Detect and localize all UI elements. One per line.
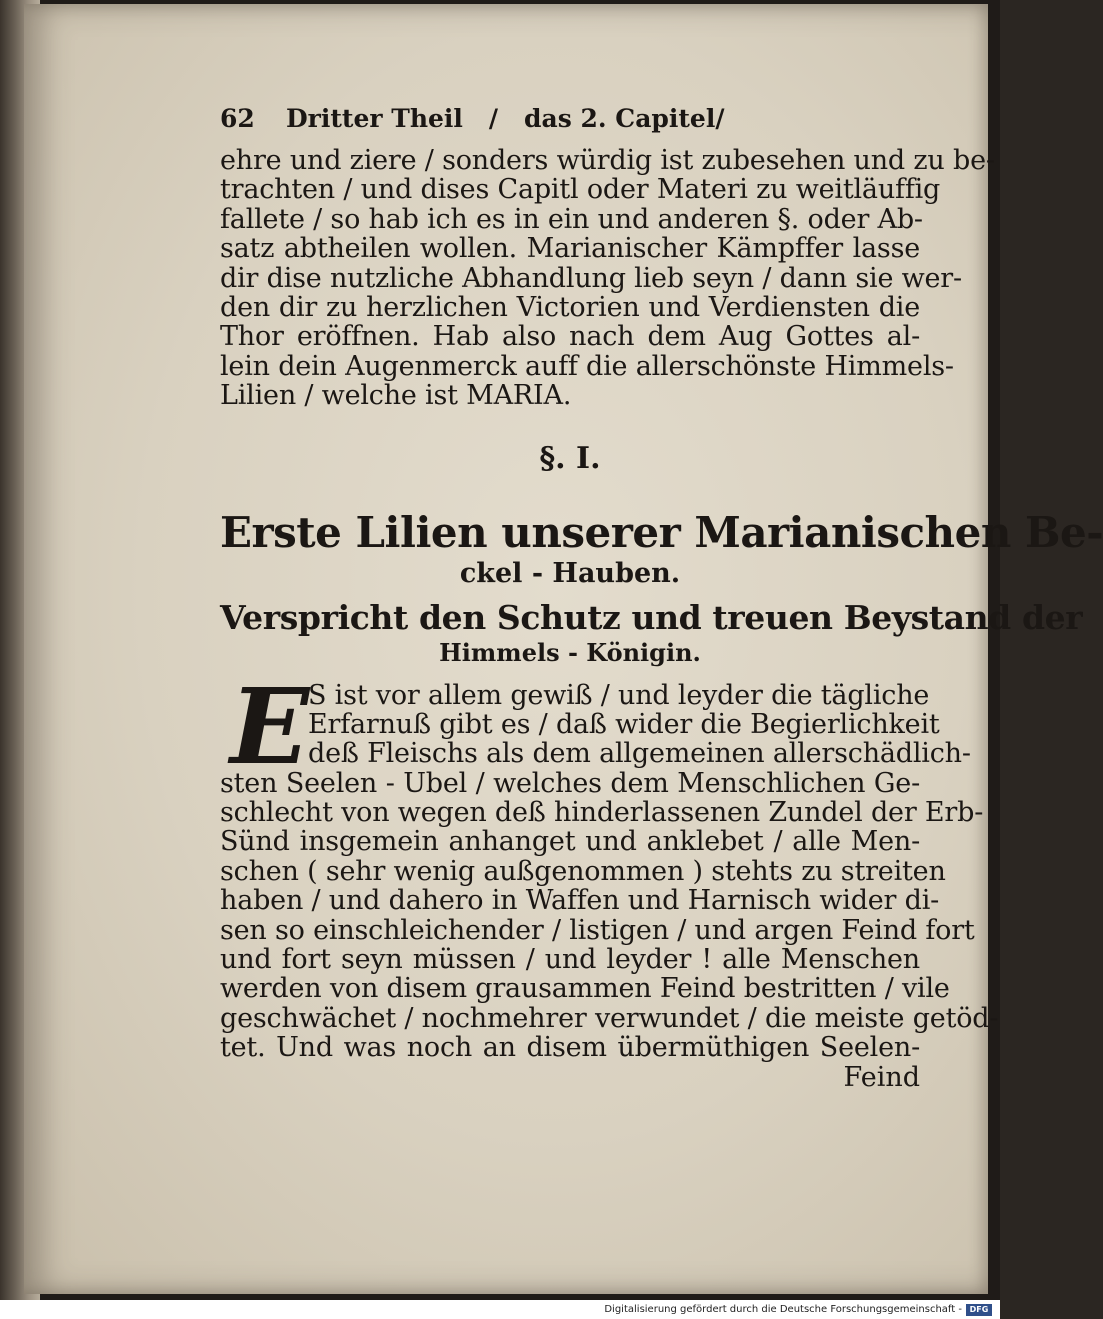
text-line: Thor eröffnen. Hab also nach dem Aug Gottes al- <box>220 321 920 353</box>
page-number: 62 <box>220 104 255 133</box>
section-heading: Erste Lilien unserer Marianischen Be- <box>220 507 1103 557</box>
drop-cap-initial: E <box>230 664 310 788</box>
text-line: fallete / so hab ich es in ein und anderen §. oder Ab- <box>220 203 923 235</box>
text-line: Sünd insgemein anhanget und anklebet / alle Men- <box>220 826 920 858</box>
dfg-logo[interactable]: DFG <box>966 1304 992 1316</box>
text-line: satz abtheilen wollen. Marianischer Kämpffer lasse <box>220 233 920 265</box>
text-line: sten Seelen - Ubel / welches dem Menschlichen Ge- <box>220 767 920 799</box>
text-block <box>220 104 1103 1093</box>
text-line: sen so einschleichender / listigen / und argen Feind fort <box>220 914 975 946</box>
intro-paragraph <box>220 145 995 412</box>
text-line: dir dise nutzliche Abhandlung lieb seyn / dann sie wer- <box>220 262 962 294</box>
text-line: haben / und dahero in Waffen und Harnisch wider di- <box>220 885 940 917</box>
text-line: schlecht von wegen deß hinderlassenen Zundel der Erb- <box>220 797 984 829</box>
text-line: S ist vor allem gewiß / und leyder die tägliche <box>308 679 930 711</box>
catchword: Feind <box>843 1061 920 1093</box>
text-line: Erfarnuß gibt es / daß wider die Begierlichkeit <box>308 708 940 740</box>
text-line: trachten / und dises Capitl oder Materi zu weitläuffig <box>220 174 941 206</box>
text-line: werden von disem grausammen Feind bestritten / vile <box>220 973 950 1005</box>
text-line: ehre und ziere / sonders würdig ist zubesehen und zu be- <box>220 145 995 176</box>
text-line: tet. Und was noch an disem übermüthigen Seelen- <box>220 1032 920 1064</box>
running-head-separator: / <box>488 104 499 133</box>
running-head <box>220 104 920 146</box>
section-heading-continued: ckel - Hauben. <box>459 557 681 589</box>
body-paragraph <box>220 664 999 1093</box>
text-line: und fort seyn müssen / und leyder ! alle Menschen <box>220 944 920 976</box>
section-mark: §. I. <box>539 440 601 476</box>
text-line: lein dein Augenmerck auff die allerschönste Himmels- <box>220 350 954 382</box>
section-subheading-continued: Himmels - Königin. <box>439 637 701 667</box>
text-line: Lilien / welche ist MARIA. <box>220 380 572 412</box>
text-line: geschwächet / nochmehrer verwundet / die meiste getöd- <box>220 1002 999 1034</box>
digitization-footer <box>0 1300 1000 1319</box>
running-head-chapter: das 2. Capitel/ <box>524 104 725 133</box>
section-subheading: Verspricht den Schutz und treuen Beystand der <box>220 597 1083 637</box>
text-line: schen ( sehr wenig außgenommen ) stehts zu streiten <box>220 855 946 887</box>
footer-credit: Digitalisierung gefördert durch die Deutsche Forschungsgemeinschaft - <box>604 1304 962 1315</box>
text-line: den dir zu herzlichen Victorien und Verdiensten die <box>220 291 920 323</box>
book-page <box>24 4 1103 1294</box>
running-head-title: Dritter Theil <box>286 104 463 133</box>
text-line: deß Fleischs als dem allgemeinen allerschädlich- <box>308 738 971 770</box>
